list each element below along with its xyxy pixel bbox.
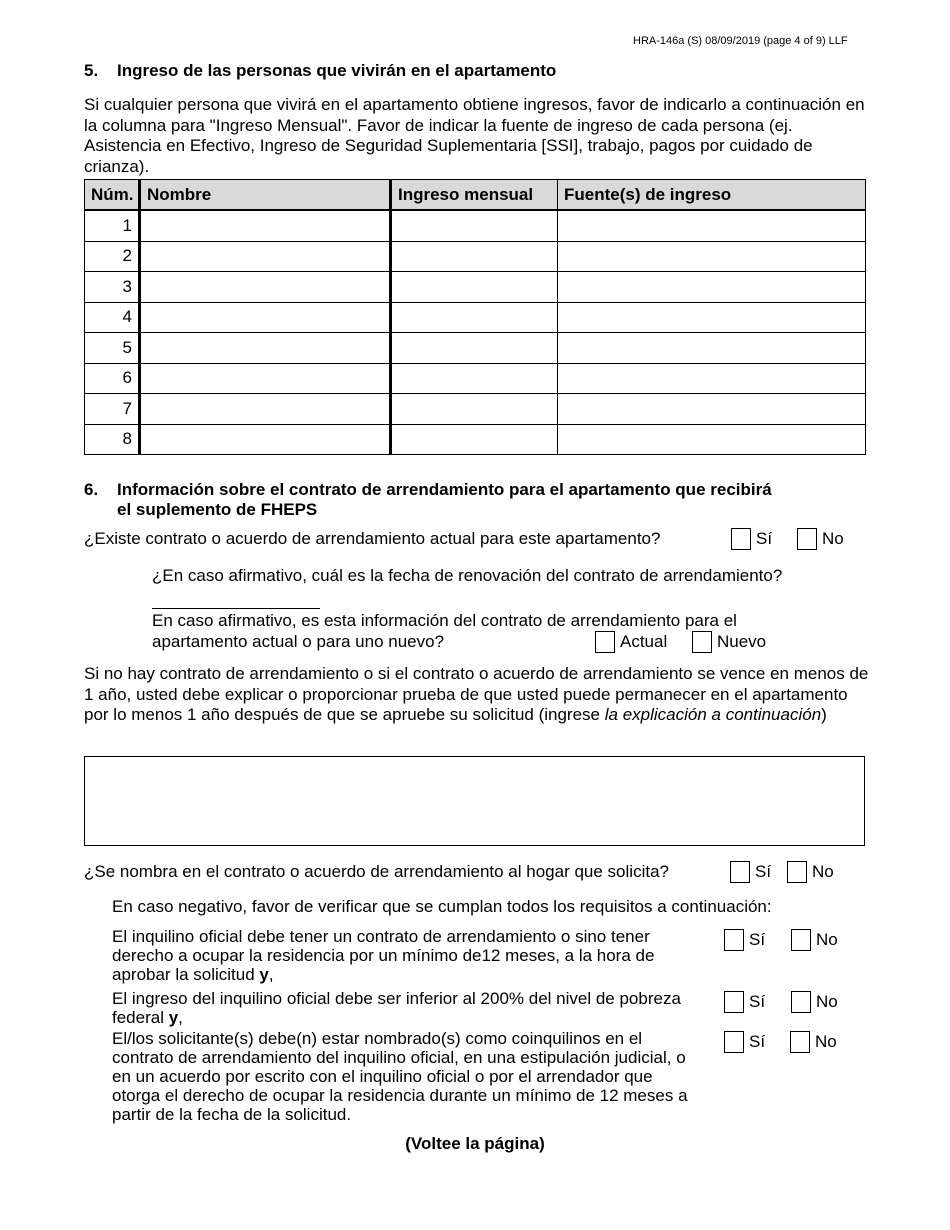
section-5-number: 5. bbox=[84, 61, 99, 80]
explanation-text: Si no hay contrato de arrendamiento o si el contrato o acuerdo de arrendamiento se vence en menos de 1 año, usted debe explicar o proporcionar prueba de que usted puede permanecer en el apartamento por lo menos 1 año después de que se apruebe su solicitud (ingrese bbox=[84, 664, 869, 724]
yes-label: Sí bbox=[749, 1031, 766, 1051]
requirement-1-no-checkbox[interactable] bbox=[791, 929, 811, 951]
income-source-cell[interactable] bbox=[558, 302, 866, 333]
yes-label: Sí bbox=[749, 929, 766, 949]
actual-label: Actual bbox=[620, 631, 668, 651]
renewal-date-blank[interactable] bbox=[152, 608, 320, 609]
section-6-heading-line1: Información sobre el contrato de arrendamiento para el apartamento que recibirá bbox=[117, 480, 772, 499]
explanation-instructions bbox=[84, 664, 869, 726]
explanation-italic: la explicación a continuación bbox=[604, 705, 822, 724]
requirement-2-no bbox=[791, 989, 838, 1014]
income-table bbox=[84, 179, 866, 455]
household-named-no-checkbox[interactable] bbox=[787, 861, 807, 883]
section-6-title bbox=[84, 480, 884, 520]
requirement-3: El/los solicitante(s) debe(n) estar nombrado(s) como coinquilinos en el contrato de arrendamiento del inquilino oficial, en una estipulación judicial, o en un acuerdo por escrito con el inquilino oficial o por el arrendador que otorga el derecho de ocupar la residencia durante un mínimo de 12 meses a partir de la fecha de la solicitud. bbox=[112, 1029, 688, 1124]
requirement-3-no bbox=[790, 1029, 837, 1054]
income-source-cell[interactable] bbox=[558, 394, 866, 425]
requirement-1-and: y bbox=[259, 965, 269, 984]
section-5-intro: Si cualquier persona que vivirá en el apartamento obtiene ingresos, favor de indicarlo a continuación en la columna para "Ingreso Mensual". Favor de indicar la fuente de ingreso de cada persona (ej. Asistencia en Efectivo, Ingreso de Seguridad Suplementaria [SSI], trabajo, pagos por cuidado de crianza). bbox=[84, 95, 865, 176]
household-named-no bbox=[787, 859, 834, 884]
section-6-number: 6. bbox=[84, 480, 99, 499]
requirement-3-no-checkbox[interactable] bbox=[790, 1031, 810, 1053]
current-or-new-line2: apartamento actual o para uno nuevo? bbox=[152, 632, 445, 651]
verify-requirements-intro: En caso negativo, favor de verificar que se cumplan todos los requisitos a continuación: bbox=[112, 897, 772, 916]
col-header-name: Nombre bbox=[140, 180, 391, 211]
income-source-cell[interactable] bbox=[558, 424, 866, 455]
lease-exists-no-checkbox[interactable] bbox=[797, 528, 817, 550]
name-cell[interactable] bbox=[140, 272, 391, 303]
table-row bbox=[85, 241, 866, 272]
requirement-2-no-checkbox[interactable] bbox=[791, 991, 811, 1013]
requirement-2-yes bbox=[724, 989, 765, 1014]
monthly-income-cell[interactable] bbox=[391, 394, 558, 425]
yes-label: Sí bbox=[749, 991, 766, 1011]
table-row bbox=[85, 394, 866, 425]
actual-checkbox[interactable] bbox=[595, 631, 615, 653]
no-label: No bbox=[816, 991, 838, 1011]
form-code: HRA-146a (S) 08/09/2019 (page 4 of 9) LLF bbox=[633, 35, 848, 47]
income-source-cell[interactable] bbox=[558, 241, 866, 272]
requirement-3-yes-checkbox[interactable] bbox=[724, 1031, 744, 1053]
requirement-1-no bbox=[791, 927, 838, 952]
name-cell[interactable] bbox=[140, 424, 391, 455]
lease-exists-no bbox=[797, 526, 844, 551]
current-or-new-line1: En caso afirmativo, es esta información del contrato de arrendamiento para el bbox=[152, 611, 737, 630]
no-label: No bbox=[816, 929, 838, 949]
name-cell[interactable] bbox=[140, 241, 391, 272]
nuevo-label: Nuevo bbox=[717, 631, 767, 651]
row-number: 8 bbox=[85, 424, 140, 455]
income-source-cell[interactable] bbox=[558, 333, 866, 364]
option-nuevo bbox=[692, 629, 766, 654]
requirement-1-text: El inquilino oficial debe tener un contrato de arrendamiento o sino tener derecho a ocupar la residencia por un mínimo de12 meses, a la hora de aprobar la solicitud bbox=[112, 927, 655, 984]
household-named-yes-checkbox[interactable] bbox=[730, 861, 750, 883]
table-row bbox=[85, 302, 866, 333]
row-number: 2 bbox=[85, 241, 140, 272]
requirement-2-comma: , bbox=[178, 1008, 183, 1027]
row-number: 5 bbox=[85, 333, 140, 364]
income-source-cell[interactable] bbox=[558, 363, 866, 394]
col-header-income-source: Fuente(s) de ingreso bbox=[558, 180, 866, 211]
income-source-cell[interactable] bbox=[558, 272, 866, 303]
income-table-header bbox=[85, 180, 866, 211]
income-source-cell[interactable] bbox=[558, 210, 866, 241]
requirement-1-yes-checkbox[interactable] bbox=[724, 929, 744, 951]
household-named-yes bbox=[730, 859, 771, 884]
requirement-2-text: El ingreso del inquilino oficial debe ser inferior al 200% del nivel de pobreza federal bbox=[112, 989, 681, 1027]
name-cell[interactable] bbox=[140, 363, 391, 394]
household-named-question: ¿Se nombra en el contrato o acuerdo de arrendamiento al hogar que solicita? bbox=[84, 862, 669, 881]
lease-exists-yes-checkbox[interactable] bbox=[731, 528, 751, 550]
explanation-close: ) bbox=[821, 705, 827, 724]
name-cell[interactable] bbox=[140, 394, 391, 425]
yes-label: Sí bbox=[756, 528, 773, 548]
turn-page-note: (Voltee la página) bbox=[405, 1134, 545, 1153]
table-row bbox=[85, 333, 866, 364]
requirement-1 bbox=[112, 927, 702, 984]
section-5-heading: Ingreso de las personas que vivirán en el apartamento bbox=[117, 61, 557, 80]
row-number: 4 bbox=[85, 302, 140, 333]
monthly-income-cell[interactable] bbox=[391, 363, 558, 394]
table-row bbox=[85, 363, 866, 394]
renewal-date-question: ¿En caso afirmativo, cuál es la fecha de renovación del contrato de arrendamiento? bbox=[152, 566, 783, 585]
section-6-heading-line2: el suplemento de FHEPS bbox=[117, 500, 318, 519]
requirement-1-yes bbox=[724, 927, 765, 952]
name-cell[interactable] bbox=[140, 302, 391, 333]
table-row bbox=[85, 210, 866, 241]
section-5-title bbox=[84, 61, 884, 81]
col-header-num: Núm. bbox=[85, 180, 140, 211]
nuevo-checkbox[interactable] bbox=[692, 631, 712, 653]
no-label: No bbox=[815, 1031, 837, 1051]
yes-label: Sí bbox=[755, 861, 772, 881]
monthly-income-cell[interactable] bbox=[391, 333, 558, 364]
monthly-income-cell[interactable] bbox=[391, 272, 558, 303]
requirement-2 bbox=[112, 989, 702, 1027]
no-label: No bbox=[812, 861, 834, 881]
requirement-1-comma: , bbox=[268, 965, 274, 984]
requirement-2-and: y bbox=[168, 1008, 179, 1027]
requirement-2-yes-checkbox[interactable] bbox=[724, 991, 744, 1013]
no-label: No bbox=[822, 528, 844, 548]
explanation-textbox[interactable] bbox=[84, 756, 865, 846]
row-number: 7 bbox=[85, 394, 140, 425]
monthly-income-cell[interactable] bbox=[391, 210, 558, 241]
lease-exists-yes bbox=[731, 526, 772, 551]
monthly-income-cell[interactable] bbox=[391, 424, 558, 455]
name-cell[interactable] bbox=[140, 333, 391, 364]
lease-exists-question: ¿Existe contrato o acuerdo de arrendamiento actual para este apartamento? bbox=[84, 529, 661, 548]
row-number: 1 bbox=[85, 210, 140, 241]
row-number: 3 bbox=[85, 272, 140, 303]
monthly-income-cell[interactable] bbox=[391, 302, 558, 333]
table-row bbox=[85, 424, 866, 455]
row-number: 6 bbox=[85, 363, 140, 394]
option-actual bbox=[595, 629, 667, 654]
table-row bbox=[85, 272, 866, 303]
requirement-3-yes bbox=[724, 1029, 765, 1054]
col-header-monthly-income: Ingreso mensual bbox=[391, 180, 558, 211]
name-cell[interactable] bbox=[140, 210, 391, 241]
monthly-income-cell[interactable] bbox=[391, 241, 558, 272]
